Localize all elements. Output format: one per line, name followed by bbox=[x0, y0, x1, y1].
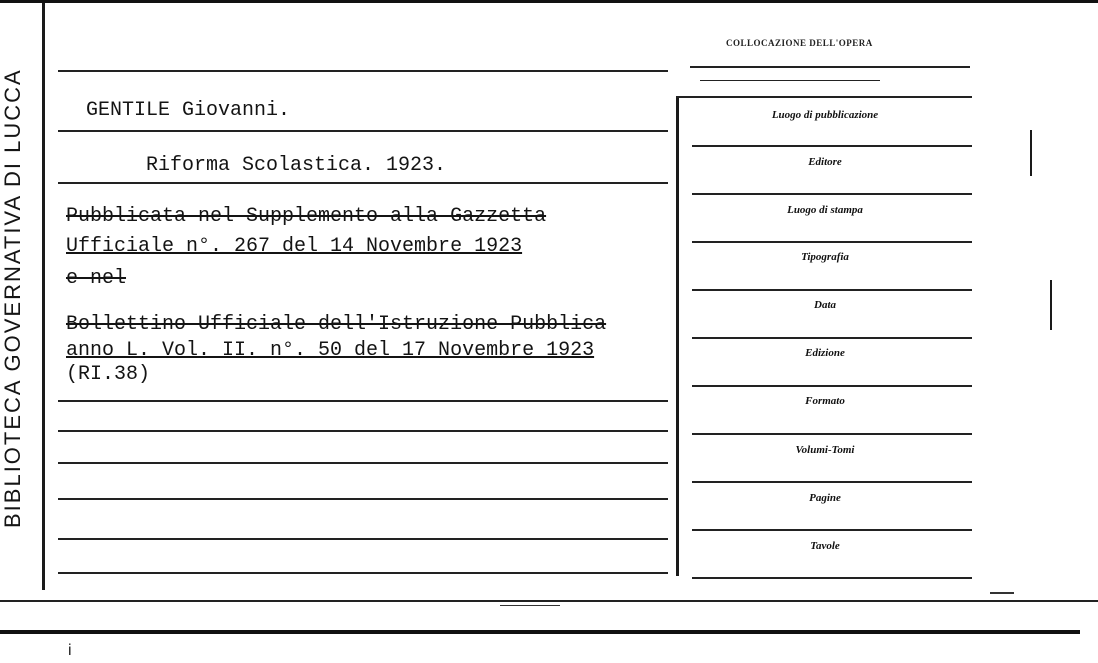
top-edge bbox=[0, 0, 1098, 3]
library-stamp: BIBLIOTECA GOVERNATIVA DI LUCCA bbox=[0, 68, 25, 528]
field-rule bbox=[692, 241, 972, 243]
rule-line bbox=[58, 498, 668, 500]
field-tavole: Tavole bbox=[810, 540, 840, 552]
field-box-border bbox=[676, 96, 679, 576]
rule-line bbox=[58, 572, 668, 574]
field-editore: Editore bbox=[808, 156, 842, 168]
field-rule bbox=[692, 577, 972, 579]
rule-line bbox=[58, 462, 668, 464]
card-bottom-edge bbox=[0, 600, 1098, 602]
field-rule bbox=[692, 433, 972, 435]
scan-mark bbox=[990, 592, 1014, 594]
field-rule bbox=[692, 193, 972, 195]
footer-mark: i bbox=[68, 642, 72, 659]
field-box-top bbox=[676, 96, 972, 98]
scan-mark bbox=[1050, 280, 1052, 330]
call-number: (RI.38) bbox=[66, 363, 151, 386]
field-luogo-pubblicazione: Luogo di pubblicazione bbox=[771, 109, 879, 121]
rule-line bbox=[58, 430, 668, 432]
rule-line bbox=[58, 70, 668, 72]
collocazione-rule bbox=[690, 66, 970, 68]
scan-mark bbox=[1030, 130, 1032, 176]
entry-line: Pubblicata nel Supplemento alla Gazzetta bbox=[66, 205, 547, 228]
field-rule bbox=[692, 481, 972, 483]
field-data: Data bbox=[814, 299, 836, 311]
rule-line bbox=[58, 400, 668, 402]
field-rule bbox=[692, 337, 972, 339]
entry-line: Ufficiale n°. 267 del 14 Novembre 1923 bbox=[66, 235, 523, 258]
entry-line: anno L. Vol. II. n°. 50 del 17 Novembre 1923 bbox=[66, 339, 595, 362]
field-rule bbox=[692, 529, 972, 531]
field-edizione: Edizione bbox=[805, 347, 845, 359]
rule-line bbox=[58, 130, 668, 132]
field-luogo-stampa: Luogo di stampa bbox=[787, 204, 863, 216]
card-bottom-edge bbox=[0, 630, 1080, 634]
field-tipografia: Tipografia bbox=[801, 251, 849, 263]
card-left-border bbox=[42, 0, 45, 590]
entry-line: Bollettino Ufficiale dell'Istruzione Pubblica bbox=[66, 313, 607, 336]
field-rule bbox=[692, 145, 972, 147]
author-name: GENTILE Giovanni. bbox=[86, 99, 291, 122]
field-volumi-tomi: Volumi-Tomi bbox=[795, 444, 855, 456]
rule-line bbox=[58, 538, 668, 540]
work-title: Riforma Scolastica. 1923. bbox=[146, 154, 447, 177]
collocazione-rule bbox=[700, 80, 880, 81]
field-rule bbox=[692, 385, 972, 387]
field-formato: Formato bbox=[805, 395, 845, 407]
scan-mark bbox=[500, 605, 560, 606]
field-pagine: Pagine bbox=[809, 492, 841, 504]
rule-line bbox=[58, 182, 668, 184]
field-rule bbox=[692, 289, 972, 291]
collocazione-header: COLLOCAZIONE DELL'OPERA bbox=[726, 38, 873, 48]
entry-line: e nel bbox=[66, 267, 127, 290]
